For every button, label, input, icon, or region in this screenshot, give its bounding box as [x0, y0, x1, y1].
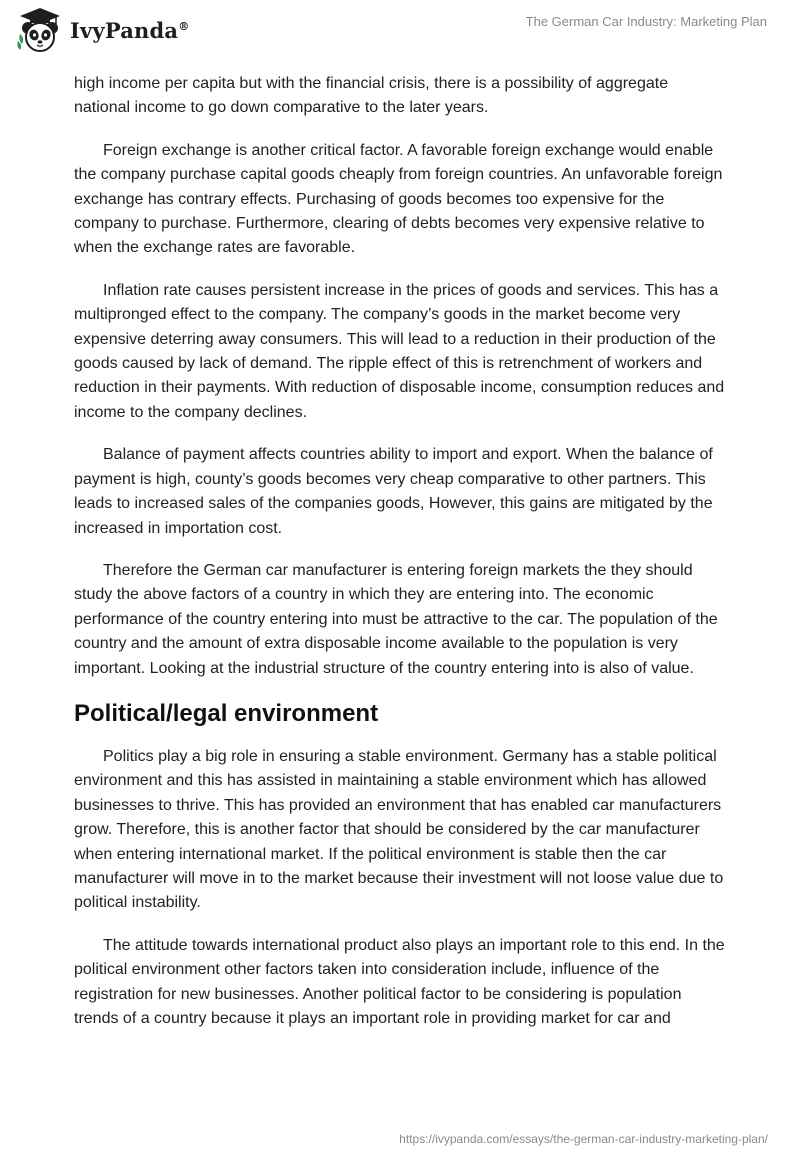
paragraph-continued: high income per capita but with the financial crisis, there is a possibility of aggregate national income to go down comparative to the later years.	[74, 75, 669, 117]
paragraph-foreign-markets: Therefore the German car manufacturer is entering foreign markets the they should study the above factors of a country in which they are entering into. The economic performance of the country entering into must be attractive to the car. The population of the country and the amount of extra disposable income available to the population is very important. Looking at the industrial structure of the country entering into is also of value.	[74, 561, 718, 677]
footer-url-link[interactable]: https://ivypanda.com/essays/the-german-car-industry-marketing-plan/	[399, 1132, 768, 1146]
section-heading: Political/legal environment	[74, 699, 379, 727]
essay-content	[74, 72, 726, 1049]
panda-logo-icon	[16, 6, 64, 54]
ivypanda-logo[interactable]	[16, 6, 189, 54]
paragraph-foreign-exchange: Foreign exchange is another critical factor. A favorable foreign exchange would enable the company purchase capital goods cheaply from foreign countries. An unfavorable foreign exchange has contrary effects. Purchasing of goods becomes too expensive for the company to purchase. Furthermore, clearing of debts becomes very expensive relative to when the exchange rates are favorable.	[74, 141, 723, 257]
paragraph-balance-of-payment: Balance of payment affects countries ability to import and export. When the balance of payment is high, county’s goods becomes very cheap comparative to other partners. This leads to increased sales of the companies goods, However, this gains are mitigated by the increased in importation cost.	[74, 446, 713, 537]
document-title: The German Car Industry: Marketing Plan	[525, 14, 767, 29]
brand-name: IvyPanda®	[70, 17, 190, 43]
paragraph-attitude: The attitude towards international product also plays an important role to this end. In the political environment other factors taken into consideration include, influence of the registration for new businesses. Another political factor to be considering is population trends of a country because it plays an important role in providing market for car and	[74, 936, 725, 1027]
paragraph-inflation: Inflation rate causes persistent increase in the prices of goods and services. This has a multipronged effect to the company. The company’s goods in the market become very expensive deterring away consumers. This will lead to a reduction in their production of the goods caused by lack of demand. The ripple effect of this is retrenchment of workers and reduction in their payments. With reduction of disposable income, consumption reduces and income to the company declines.	[74, 281, 725, 421]
paragraph-politics: Politics play a big role in ensuring a stable environment. Germany has a stable political environment and this has assisted in maintaining a stable environment which has allowed businesses to thrive. This has provided an environment that has enabled car manufacturers grow. Therefore, this is another factor that should be considered by the car manufacturer when entering international market. If the political environment is stable then the car manufacturer will move in to the market because their investment will not loose value due to political instability.	[74, 747, 724, 912]
page-header	[0, 0, 800, 64]
